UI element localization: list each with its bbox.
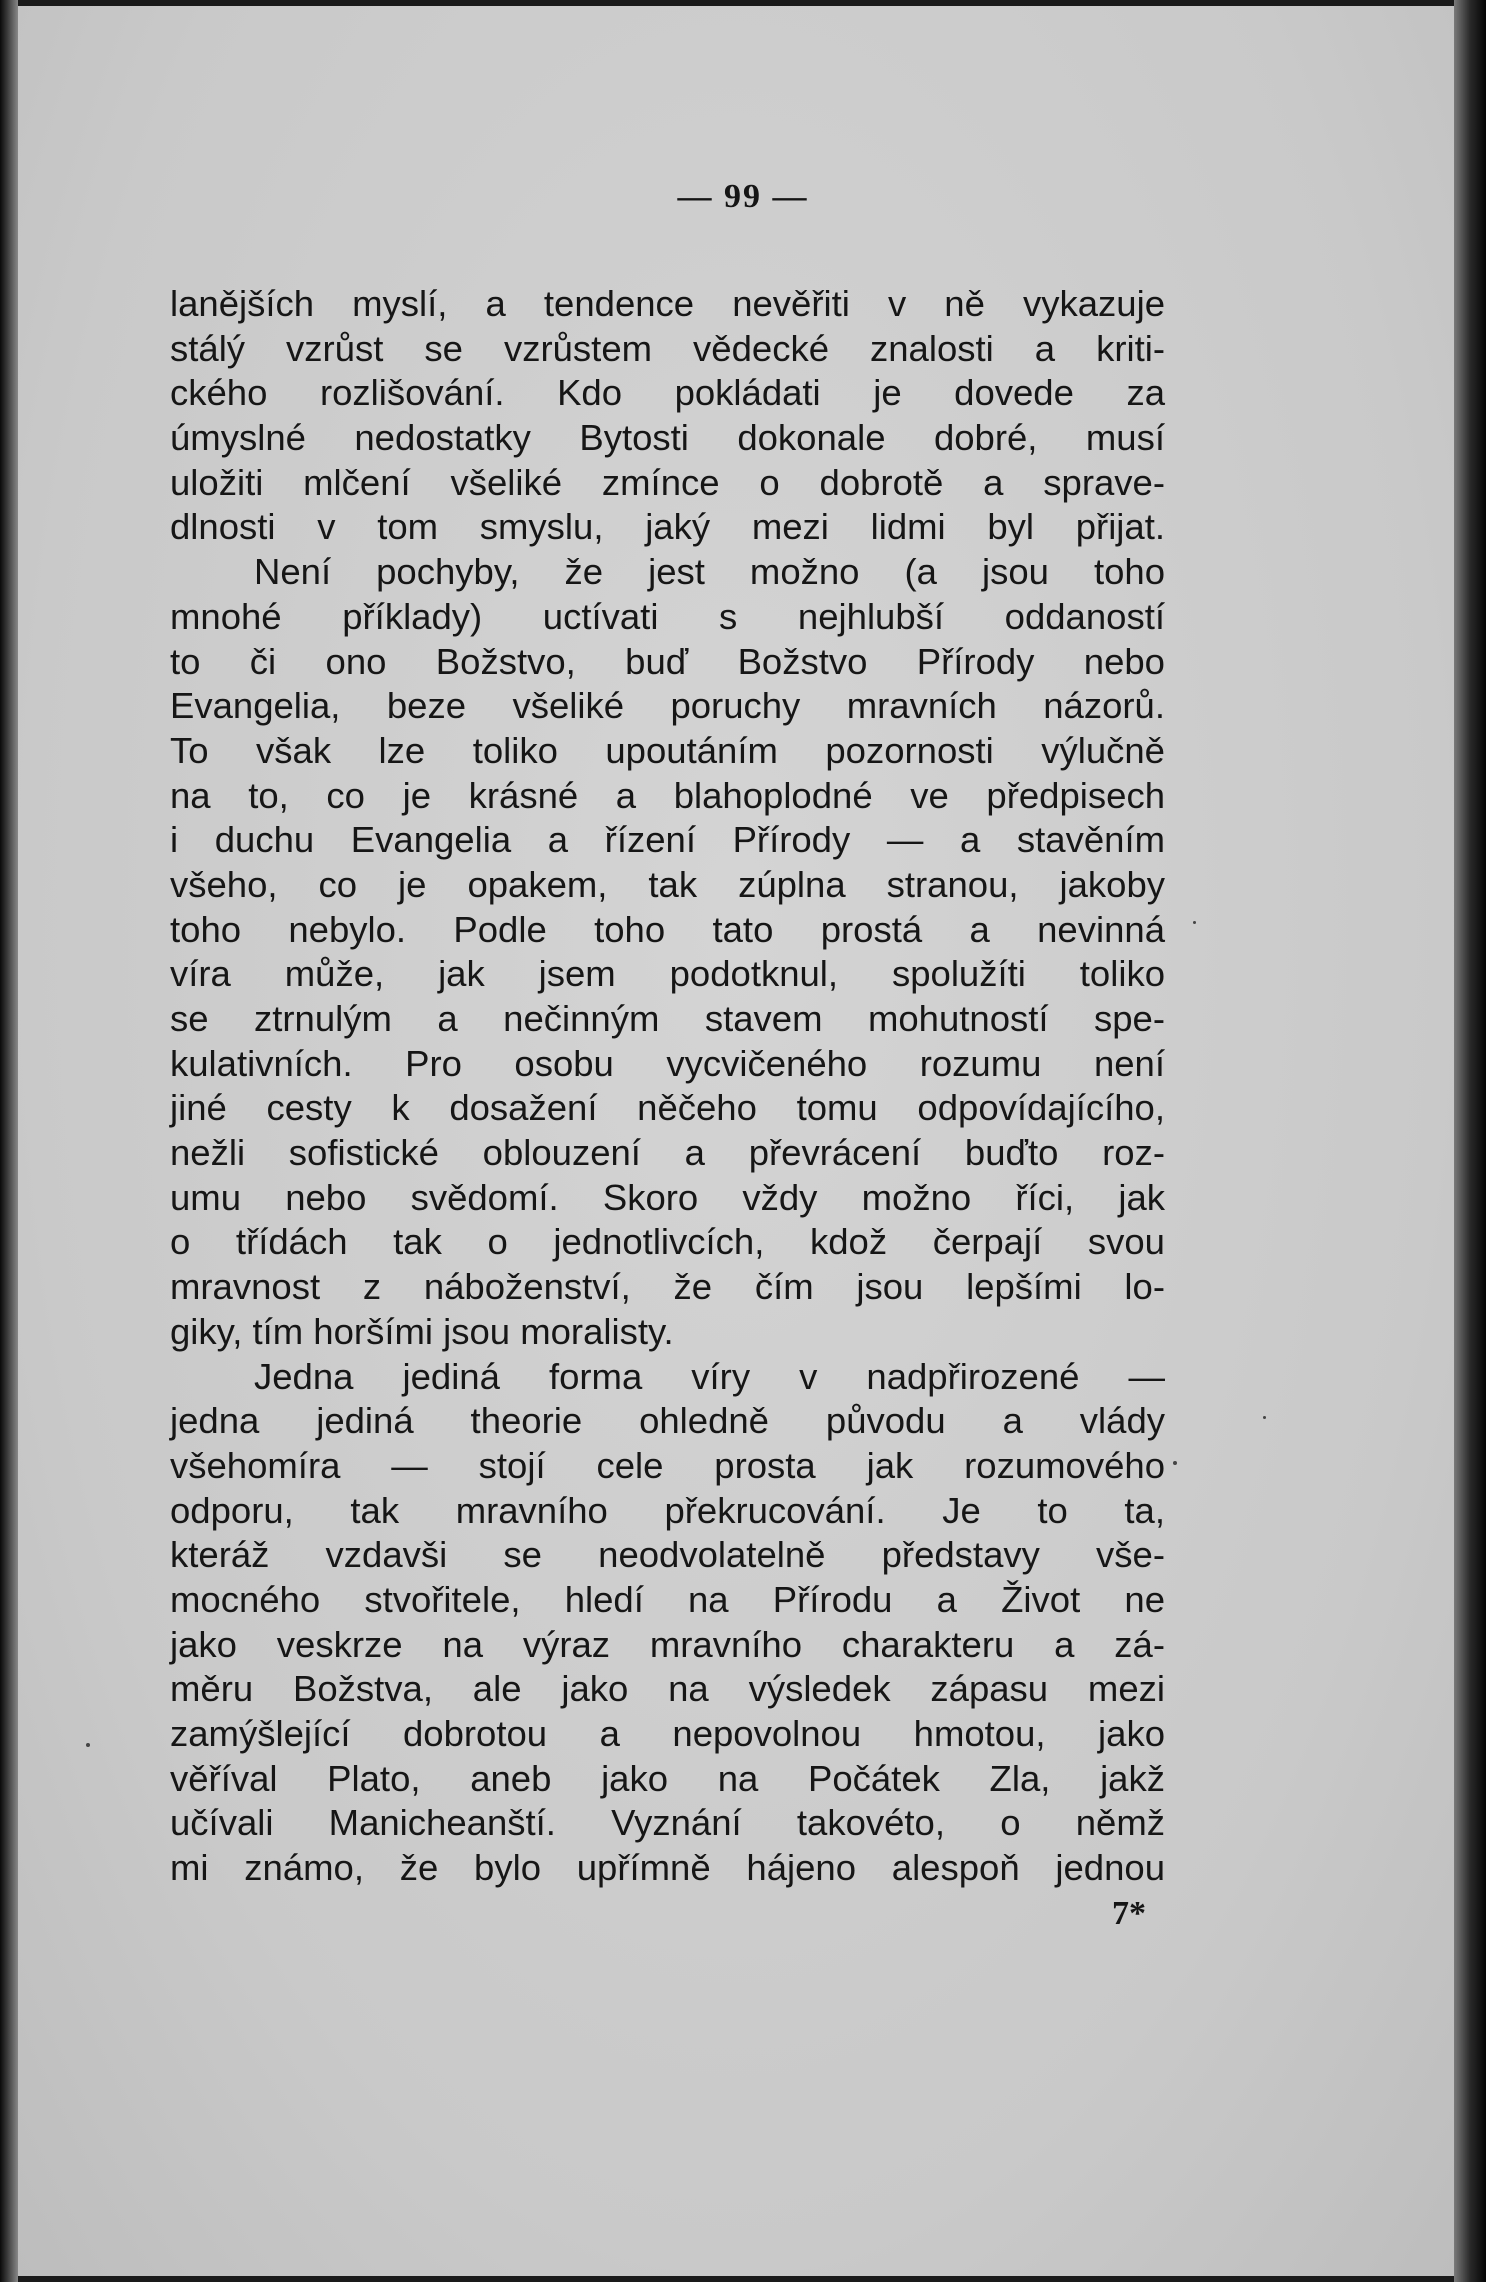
text-line: To však lze toliko upoutáním pozornosti výlučně xyxy=(170,729,1165,771)
signature-mark: 7* xyxy=(1112,1895,1146,1932)
paragraph-start: Jedna jediná forma víry v nadpřirozené — xyxy=(254,1355,1165,1397)
text-line: toho nebylo. Podle toho tato prostá a nevinná xyxy=(170,908,1165,950)
text-line: na to, co je krásné a blahoplodné ve předpisech xyxy=(170,774,1165,816)
body-text xyxy=(170,282,1165,1891)
text-line: všehomíra — stojí cele prosta jak rozumového xyxy=(170,1444,1165,1486)
text-line: jako veskrze na výraz mravního charakteru a zá- xyxy=(170,1623,1165,1665)
text-line: jedna jediná theorie ohledně původu a vlády xyxy=(170,1400,1165,1442)
text-line: jiné cesty k dosažení něčeho tomu odpovídajícího, xyxy=(170,1087,1165,1129)
text-line: mravnost z náboženství, že čím jsou lepšími lo- xyxy=(170,1266,1165,1308)
text-line: o třídách tak o jednotlivcích, kdož čerpají svou xyxy=(170,1221,1165,1263)
text-line: giky, tím horšími jsou moralisty. xyxy=(170,1310,674,1352)
text-line: kulativních. Pro osobu vycvičeného rozumu není xyxy=(170,1042,1165,1084)
text-line: stálý vzrůst se vzrůstem vědecké znalosti a kriti- xyxy=(170,327,1165,369)
ink-speck xyxy=(1263,1416,1266,1419)
text-line: měru Božstva, ale jako na výsledek zápasu mezi xyxy=(170,1668,1165,1710)
text-line: lanějších myslí, a tendence nevěřiti v ně vykazuje xyxy=(170,283,1165,324)
text-line: zamýšlející dobrotou a nepovolnou hmotou, jako xyxy=(170,1713,1165,1754)
text-line: mocného stvořitele, hledí na Přírodu a Život ne xyxy=(170,1578,1165,1620)
text-line: odporu, tak mravního překrucování. Je to ta, xyxy=(170,1489,1165,1531)
text-line: věříval Plato, aneb jako na Počátek Zla, jakž xyxy=(170,1757,1165,1799)
page-right-edge xyxy=(1454,0,1486,2282)
text-line: dlnosti v tom smyslu, jaký mezi lidmi byl přijat. xyxy=(170,506,1165,548)
text-line: nežli sofistické oblouzení a převrácení buďto roz- xyxy=(170,1132,1165,1174)
text-line: mi známo, že bylo upřímně hájeno alespoň jednou xyxy=(170,1847,1165,1889)
text-line: uložiti mlčení všeliké zmínce o dobrotě a sprave- xyxy=(170,461,1165,503)
text-line: všeho, co je opakem, tak zúplna stranou, jakoby xyxy=(170,863,1165,905)
paragraph-start: Není pochyby, že jest možno (a jsou toho xyxy=(254,551,1165,593)
text-line: umu nebo svědomí. Skoro vždy možno říci, jak xyxy=(170,1176,1165,1218)
text-line: víra může, jak jsem podotknul, spolužíti toliko xyxy=(170,953,1165,995)
ink-speck xyxy=(1173,1461,1177,1465)
text-line: mnohé příklady) uctívati s nejhlubší oddaností xyxy=(170,595,1165,637)
ink-speck xyxy=(86,1743,90,1747)
text-line: učívali Manicheanští. Vyznání takovéto, o němž xyxy=(170,1802,1165,1844)
text-line: i duchu Evangelia a řízení Přírody — a stavěním xyxy=(170,819,1165,861)
text-line: kteráž vzdavši se neodvolatelně představy vše- xyxy=(170,1534,1165,1576)
page-left-edge xyxy=(0,0,18,2282)
ink-speck xyxy=(1193,921,1196,924)
page-number: — 99 — xyxy=(677,178,809,215)
text-line: úmyslné nedostatky Bytosti dokonale dobré, musí xyxy=(170,417,1165,459)
text-line: se ztrnulým a nečinným stavem mohutností spe- xyxy=(170,998,1165,1039)
text-line: to či ono Božstvo, buď Božstvo Přírody nebo xyxy=(170,640,1165,682)
text-line: ckého rozlišování. Kdo pokládati je dovede za xyxy=(170,372,1165,414)
text-line: Evangelia, beze všeliké poruchy mravních názorů. xyxy=(170,685,1165,727)
